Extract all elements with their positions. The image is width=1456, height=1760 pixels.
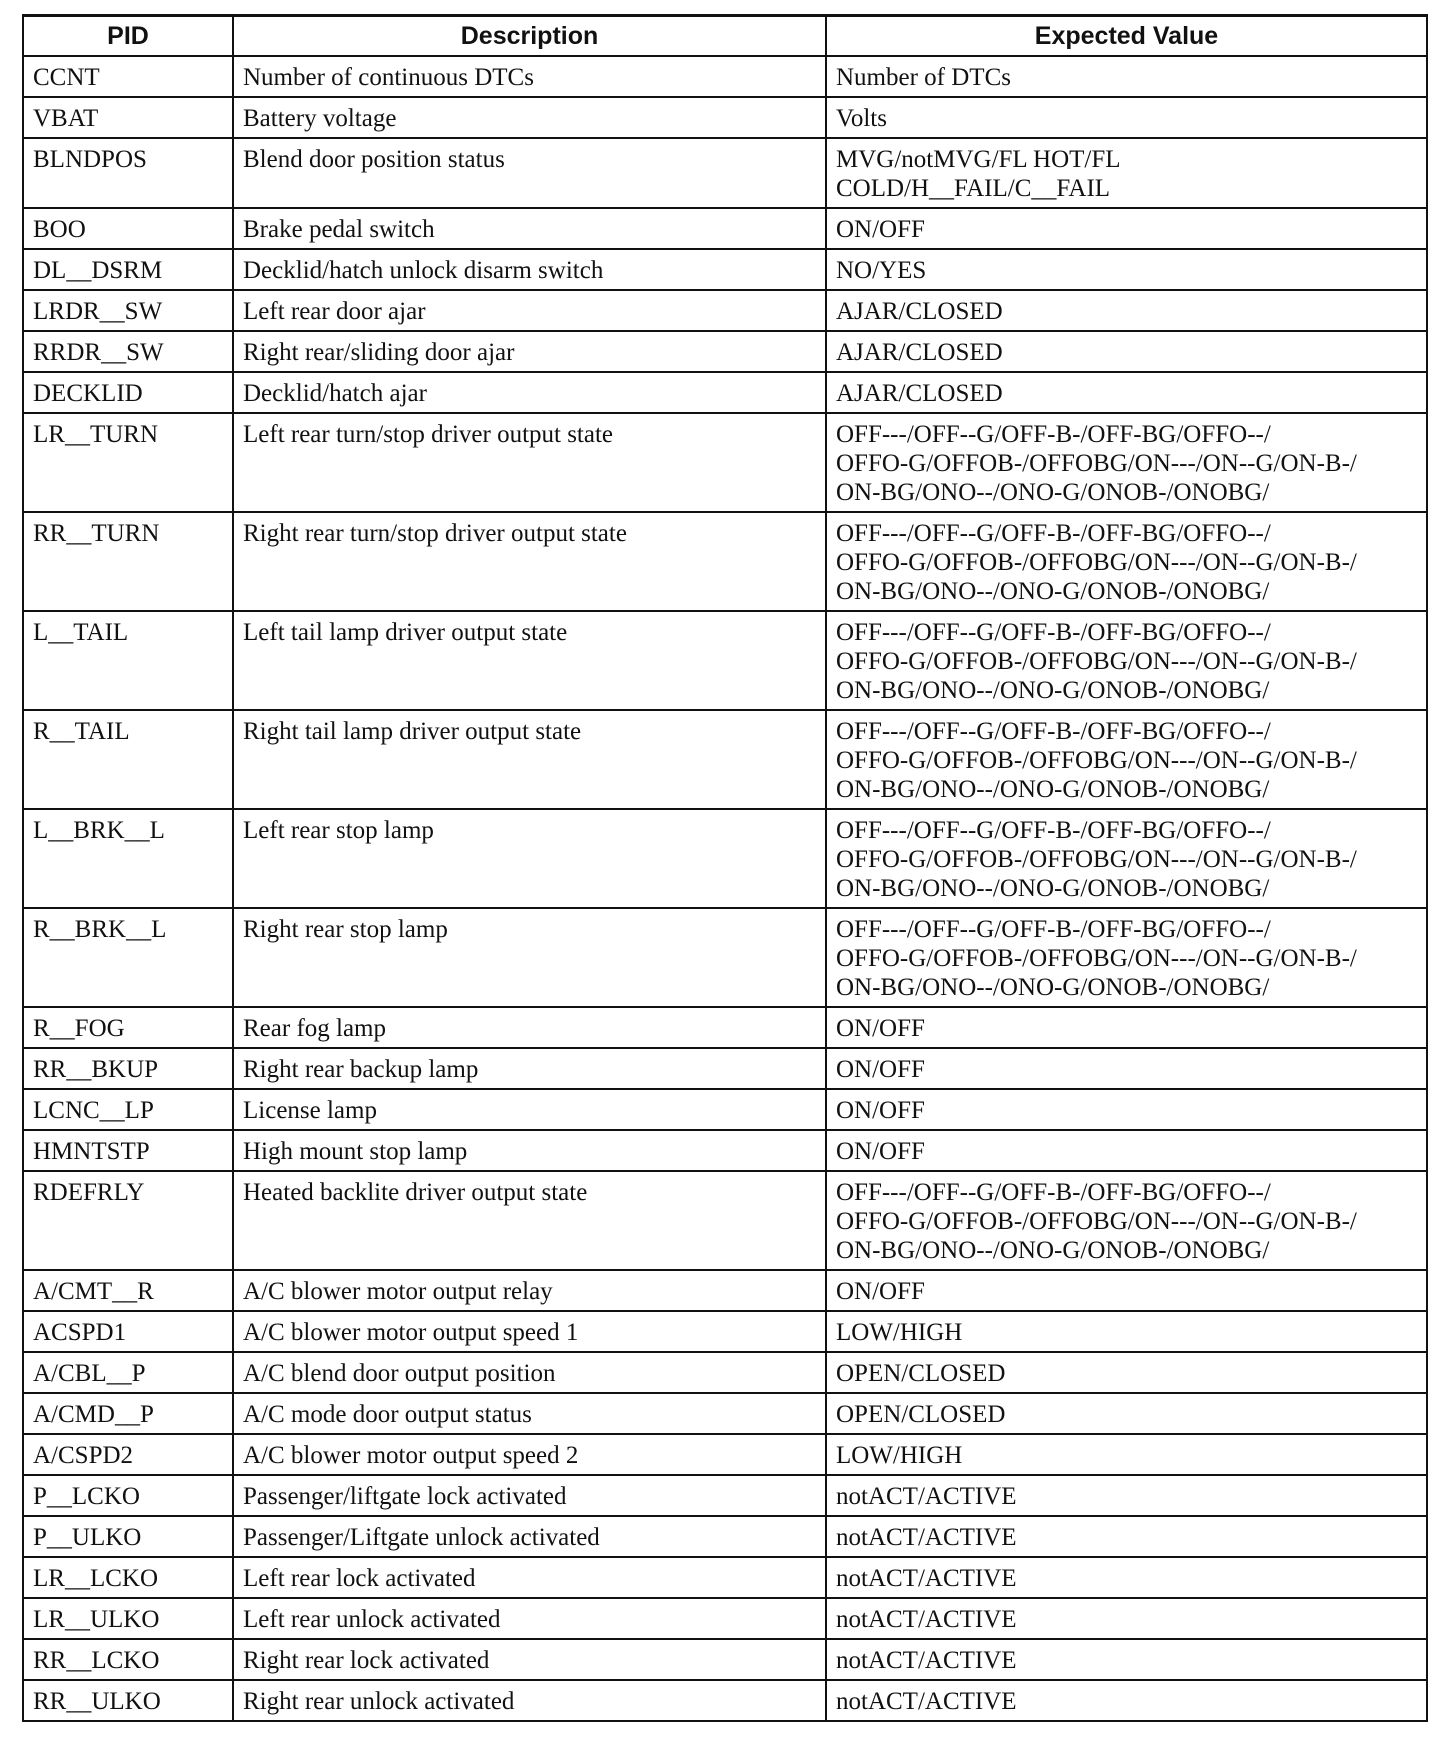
expected-value-line: OPEN/CLOSED [836,1401,1006,1428]
table-row [23,372,1427,413]
pid-cell: RR__BKUP [23,1048,233,1089]
expected-value-line: AJAR/CLOSED [836,339,1003,366]
expected-value-line: OFF---/OFF--G/OFF-B-/OFF-BG/OFFO--/ [836,817,1271,844]
pid-table [22,14,1428,1722]
table-body [23,56,1427,1721]
expected-value-cell [826,1598,1427,1639]
expected-value-line: LOW/HIGH [836,1319,963,1346]
expected-value-cell [826,710,1427,809]
description-cell: Right rear backup lamp [233,1048,826,1089]
header-description: Description [233,16,826,57]
description-cell: A/C blower motor output speed 2 [233,1434,826,1475]
pid-cell: CCNT [23,56,233,97]
expected-value-line: notACT/ACTIVE [836,1606,1017,1633]
expected-value-line: MVG/notMVG/FL HOT/FL [836,146,1121,173]
pid-cell: R__BRK__L [23,908,233,1007]
expected-value-cell [826,413,1427,512]
pid-cell: R__TAIL [23,710,233,809]
description-cell: A/C blower motor output speed 1 [233,1311,826,1352]
table-row [23,1639,1427,1680]
expected-value-line: ON/OFF [836,1138,925,1165]
pid-cell: BLNDPOS [23,138,233,208]
pid-cell: A/CSPD2 [23,1434,233,1475]
table-row [23,809,1427,908]
expected-value-line: ON/OFF [836,1097,925,1124]
pid-cell: A/CMT__R [23,1270,233,1311]
pid-cell: DECKLID [23,372,233,413]
expected-value-cell [826,512,1427,611]
expected-value-cell [826,1171,1427,1270]
table-row [23,1089,1427,1130]
expected-value-cell [826,1434,1427,1475]
expected-value-cell [826,1557,1427,1598]
expected-value-line: Number of DTCs [836,64,1011,91]
expected-value-cell [826,809,1427,908]
expected-value-line: OFFO-G/OFFOB-/OFFOBG/ON---/ON--G/ON-B-/ [836,648,1357,675]
description-cell: A/C mode door output status [233,1393,826,1434]
description-cell: Left rear stop lamp [233,809,826,908]
description-cell: Left rear unlock activated [233,1598,826,1639]
expected-value-cell [826,372,1427,413]
table-row [23,1270,1427,1311]
description-cell: Right rear stop lamp [233,908,826,1007]
description-cell: Battery voltage [233,97,826,138]
table-row [23,138,1427,208]
table-row [23,249,1427,290]
expected-value-cell [826,611,1427,710]
expected-value-line: notACT/ACTIVE [836,1565,1017,1592]
description-cell: A/C blend door output position [233,1352,826,1393]
expected-value-line: OFFO-G/OFFOB-/OFFOBG/ON---/ON--G/ON-B-/ [836,450,1357,477]
expected-value-cell [826,1680,1427,1721]
expected-value-line: ON/OFF [836,1056,925,1083]
table-row [23,1680,1427,1721]
description-cell: Blend door position status [233,138,826,208]
expected-value-line: OFF---/OFF--G/OFF-B-/OFF-BG/OFFO--/ [836,718,1271,745]
expected-value-line: ON-BG/ONO--/ONO-G/ONOB-/ONOBG/ [836,974,1270,1001]
pid-cell: LR__TURN [23,413,233,512]
expected-value-line: OFF---/OFF--G/OFF-B-/OFF-BG/OFFO--/ [836,1179,1271,1206]
expected-value-line: OFF---/OFF--G/OFF-B-/OFF-BG/OFFO--/ [836,421,1271,448]
table-row [23,1048,1427,1089]
table-row [23,413,1427,512]
expected-value-line: ON/OFF [836,1278,925,1305]
description-cell: Passenger/liftgate lock activated [233,1475,826,1516]
description-cell: Decklid/hatch ajar [233,372,826,413]
description-cell: Right tail lamp driver output state [233,710,826,809]
expected-value-cell [826,249,1427,290]
expected-value-cell [826,138,1427,208]
expected-value-cell [826,1089,1427,1130]
pid-cell: RDEFRLY [23,1171,233,1270]
table-row [23,290,1427,331]
pid-cell: DL__DSRM [23,249,233,290]
pid-table-page [22,14,1428,1722]
expected-value-line: notACT/ACTIVE [836,1688,1017,1715]
description-cell: Brake pedal switch [233,208,826,249]
expected-value-line: ON-BG/ONO--/ONO-G/ONOB-/ONOBG/ [836,578,1270,605]
expected-value-line: AJAR/CLOSED [836,298,1003,325]
expected-value-cell [826,1516,1427,1557]
expected-value-line: notACT/ACTIVE [836,1647,1017,1674]
table-header-row [23,16,1427,57]
expected-value-cell [826,1639,1427,1680]
expected-value-line: OFFO-G/OFFOB-/OFFOBG/ON---/ON--G/ON-B-/ [836,549,1357,576]
table-row [23,331,1427,372]
pid-cell: R__FOG [23,1007,233,1048]
expected-value-line: COLD/H__FAIL/C__FAIL [836,175,1111,202]
expected-value-cell [826,331,1427,372]
expected-value-line: ON-BG/ONO--/ONO-G/ONOB-/ONOBG/ [836,875,1270,902]
expected-value-line: OFFO-G/OFFOB-/OFFOBG/ON---/ON--G/ON-B-/ [836,846,1357,873]
pid-cell: P__ULKO [23,1516,233,1557]
table-row [23,1311,1427,1352]
expected-value-line: OFFO-G/OFFOB-/OFFOBG/ON---/ON--G/ON-B-/ [836,1208,1357,1235]
description-cell: Decklid/hatch unlock disarm switch [233,249,826,290]
pid-cell: VBAT [23,97,233,138]
description-cell: Rear fog lamp [233,1007,826,1048]
expected-value-line: OFF---/OFF--G/OFF-B-/OFF-BG/OFFO--/ [836,520,1271,547]
table-row [23,97,1427,138]
pid-cell: BOO [23,208,233,249]
expected-value-cell [826,1393,1427,1434]
pid-cell: RRDR__SW [23,331,233,372]
description-cell: Heated backlite driver output state [233,1171,826,1270]
table-row [23,1516,1427,1557]
expected-value-line: LOW/HIGH [836,1442,963,1469]
pid-cell: A/CMD__P [23,1393,233,1434]
table-row [23,1393,1427,1434]
description-cell: License lamp [233,1089,826,1130]
expected-value-line: ON-BG/ONO--/ONO-G/ONOB-/ONOBG/ [836,677,1270,704]
pid-cell: L__TAIL [23,611,233,710]
header-pid: PID [23,16,233,57]
description-cell: Right rear/sliding door ajar [233,331,826,372]
expected-value-cell [826,1475,1427,1516]
expected-value-cell [826,1130,1427,1171]
description-cell: Left rear door ajar [233,290,826,331]
pid-cell: RR__LCKO [23,1639,233,1680]
pid-cell: RR__TURN [23,512,233,611]
table-row [23,512,1427,611]
description-cell: Left rear turn/stop driver output state [233,413,826,512]
pid-cell: HMNTSTP [23,1130,233,1171]
expected-value-line: notACT/ACTIVE [836,1483,1017,1510]
expected-value-line: Volts [836,105,887,132]
expected-value-line: OFFO-G/OFFOB-/OFFOBG/ON---/ON--G/ON-B-/ [836,747,1357,774]
table-row [23,1352,1427,1393]
table-row [23,1598,1427,1639]
description-cell: Right rear unlock activated [233,1680,826,1721]
expected-value-line: notACT/ACTIVE [836,1524,1017,1551]
table-row [23,1007,1427,1048]
table-row [23,1434,1427,1475]
description-cell: High mount stop lamp [233,1130,826,1171]
table-row [23,1557,1427,1598]
description-cell: Right rear turn/stop driver output state [233,512,826,611]
pid-cell: RR__ULKO [23,1680,233,1721]
expected-value-line: ON-BG/ONO--/ONO-G/ONOB-/ONOBG/ [836,479,1270,506]
pid-cell: LR__ULKO [23,1598,233,1639]
expected-value-cell [826,908,1427,1007]
pid-cell: LCNC__LP [23,1089,233,1130]
pid-cell: LRDR__SW [23,290,233,331]
table-row [23,908,1427,1007]
description-cell: Left tail lamp driver output state [233,611,826,710]
pid-cell: A/CBL__P [23,1352,233,1393]
description-cell: Left rear lock activated [233,1557,826,1598]
table-row [23,56,1427,97]
description-cell: Right rear lock activated [233,1639,826,1680]
expected-value-line: ON-BG/ONO--/ONO-G/ONOB-/ONOBG/ [836,776,1270,803]
table-row [23,611,1427,710]
pid-cell: L__BRK__L [23,809,233,908]
table-row [23,1475,1427,1516]
expected-value-line: ON-BG/ONO--/ONO-G/ONOB-/ONOBG/ [836,1237,1270,1264]
expected-value-cell [826,56,1427,97]
table-row [23,1130,1427,1171]
expected-value-line: OFF---/OFF--G/OFF-B-/OFF-BG/OFFO--/ [836,619,1271,646]
pid-cell: LR__LCKO [23,1557,233,1598]
table-row [23,710,1427,809]
header-expected-value: Expected Value [826,16,1427,57]
expected-value-line: OFF---/OFF--G/OFF-B-/OFF-BG/OFFO--/ [836,916,1271,943]
expected-value-cell [826,1007,1427,1048]
expected-value-line: ON/OFF [836,216,925,243]
expected-value-cell [826,1311,1427,1352]
expected-value-line: NO/YES [836,257,927,284]
pid-cell: P__LCKO [23,1475,233,1516]
expected-value-cell [826,97,1427,138]
table-row [23,1171,1427,1270]
description-cell: Number of continuous DTCs [233,56,826,97]
description-cell: A/C blower motor output relay [233,1270,826,1311]
expected-value-cell [826,208,1427,249]
expected-value-line: OPEN/CLOSED [836,1360,1006,1387]
expected-value-cell [826,1270,1427,1311]
table-row [23,208,1427,249]
description-cell: Passenger/Liftgate unlock activated [233,1516,826,1557]
expected-value-cell [826,290,1427,331]
pid-cell: ACSPD1 [23,1311,233,1352]
expected-value-cell [826,1352,1427,1393]
expected-value-line: ON/OFF [836,1015,925,1042]
expected-value-cell [826,1048,1427,1089]
expected-value-line: OFFO-G/OFFOB-/OFFOBG/ON---/ON--G/ON-B-/ [836,945,1357,972]
expected-value-line: AJAR/CLOSED [836,380,1003,407]
